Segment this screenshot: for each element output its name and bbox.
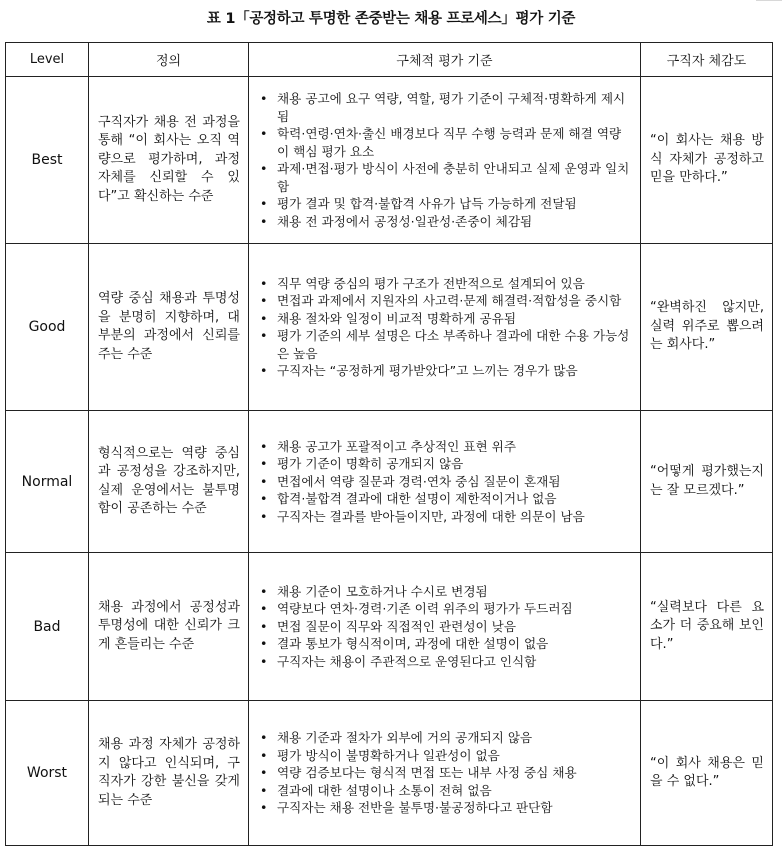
level-cell: Best <box>6 77 89 244</box>
header-perception: 구직자 체감도 <box>641 43 773 77</box>
criteria-item: • 채용 절차와 일정이 비교적 명확하게 공유됨 <box>258 310 632 328</box>
table-row-bad <box>6 553 773 701</box>
criteria-item: • 과제·면접·평가 방식이 사전에 충분히 안내되고 실제 운영과 일치함 <box>258 160 632 195</box>
evaluation-criteria-table <box>5 42 773 846</box>
table-row-good <box>6 244 773 411</box>
criteria-item: • 평가 기준이 명확히 공개되지 않음 <box>258 455 632 473</box>
criteria-item: • 학력·연령·연차·출신 배경보다 직무 수행 능력과 문제 해결 역량이 핵심 평가 요소 <box>258 125 632 160</box>
level-cell: Normal <box>6 411 89 553</box>
criteria-item: • 평가 기준의 세부 설명은 다소 부족하나 결과에 대한 수용 가능성은 높음 <box>258 327 632 362</box>
criteria-list <box>258 729 632 817</box>
criteria-list <box>258 583 632 671</box>
perception-cell: “완벽하진 않지만, 실력 위주로 뽑으려는 회사다.” <box>641 244 773 411</box>
criteria-item: • 면접에서 역량 질문과 경력·연차 중심 질문이 혼재됨 <box>258 473 632 491</box>
criteria-cell <box>249 244 641 411</box>
definition-cell: 채용 과정에서 공정성과 투명성에 대한 신뢰가 크게 흔들리는 수준 <box>89 553 249 701</box>
definition-cell: 형식적으로는 역량 중심과 공정성을 강조하지만, 실제 운영에서는 불투명함이 공존하는 수준 <box>89 411 249 553</box>
criteria-item: • 평가 결과 및 합격·불합격 사유가 납득 가능하게 전달됨 <box>258 195 632 213</box>
criteria-item: • 채용 기준이 모호하거나 수시로 변경됨 <box>258 583 632 601</box>
criteria-item: • 결과에 대한 설명이나 소통이 전혀 없음 <box>258 782 632 800</box>
criteria-item: • 채용 전 과정에서 공정성·일관성·존중이 체감됨 <box>258 213 632 231</box>
criteria-item: • 구직자는 채용 전반을 불투명·불공정하다고 판단함 <box>258 799 632 817</box>
criteria-item: • 결과 통보가 형식적이며, 과정에 대한 설명이 없음 <box>258 635 632 653</box>
criteria-cell <box>249 553 641 701</box>
perception-cell: “어떻게 평가했는지는 잘 모르겠다.” <box>641 411 773 553</box>
definition-cell: 구직자가 채용 전 과정을 통해 “이 회사는 오직 역량으로 평가하며, 과정 자체를 신뢰할 수 있다”고 확신하는 수준 <box>89 77 249 244</box>
definition-cell: 채용 과정 자체가 공정하지 않다고 인식되며, 구직자가 강한 불신을 갖게 되는 수준 <box>89 701 249 846</box>
definition-cell: 역량 중심 채용과 투명성을 분명히 지향하며, 대부분의 과정에서 신뢰를 주는 수준 <box>89 244 249 411</box>
criteria-list <box>258 90 632 230</box>
perception-cell: “실력보다 다른 요소가 더 중요해 보인다.” <box>641 553 773 701</box>
criteria-item: • 채용 공고에 요구 역량, 역할, 평가 기준이 구체적·명확하게 제시됨 <box>258 90 632 125</box>
perception-cell: “이 회사는 채용 방식 자체가 공정하고 믿을 만하다.” <box>641 77 773 244</box>
table-row-best <box>6 77 773 244</box>
table-caption: 표 1「공정하고 투명한 존중받는 채용 프로세스」평가 기준 <box>206 11 576 27</box>
table-row-worst <box>6 701 773 846</box>
criteria-item: • 역량 검증보다는 형식적 면접 또는 내부 사정 중심 채용 <box>258 764 632 782</box>
criteria-item: • 면접과 과제에서 지원자의 사고력·문제 해결력·적합성을 중시함 <box>258 292 632 310</box>
header-level: Level <box>6 43 89 77</box>
criteria-cell <box>249 411 641 553</box>
level-cell: Bad <box>6 553 89 701</box>
header-criteria: 구체적 평가 기준 <box>249 43 641 77</box>
criteria-item: • 합격·불합격 결과에 대한 설명이 제한적이거나 없음 <box>258 490 632 508</box>
criteria-item: • 구직자는 채용이 주관적으로 운영된다고 인식함 <box>258 653 632 671</box>
header-row <box>6 43 773 77</box>
criteria-list <box>258 275 632 380</box>
criteria-item: • 평가 방식이 불명확하거나 일관성이 없음 <box>258 747 632 765</box>
level-cell: Good <box>6 244 89 411</box>
criteria-item: • 면접 질문이 직무와 직접적인 관련성이 낮음 <box>258 618 632 636</box>
criteria-item: • 직무 역량 중심의 평가 구조가 전반적으로 설계되어 있음 <box>258 275 632 293</box>
criteria-cell <box>249 77 641 244</box>
criteria-cell <box>249 701 641 846</box>
corner-decoration <box>756 0 782 6</box>
criteria-item: • 채용 공고가 포괄적이고 추상적인 표현 위주 <box>258 438 632 456</box>
criteria-list <box>258 438 632 526</box>
criteria-item: • 채용 기준과 절차가 외부에 거의 공개되지 않음 <box>258 729 632 747</box>
perception-cell: “이 회사 채용은 믿을 수 없다.” <box>641 701 773 846</box>
header-definition: 정의 <box>89 43 249 77</box>
level-cell: Worst <box>6 701 89 846</box>
criteria-item: • 역량보다 연차·경력·기존 이력 위주의 평가가 두드러짐 <box>258 600 632 618</box>
criteria-item: • 구직자는 결과를 받아들이지만, 과정에 대한 의문이 남음 <box>258 508 632 526</box>
criteria-item: • 구직자는 “공정하게 평가받았다”고 느끼는 경우가 많음 <box>258 362 632 380</box>
table-row-normal <box>6 411 773 553</box>
